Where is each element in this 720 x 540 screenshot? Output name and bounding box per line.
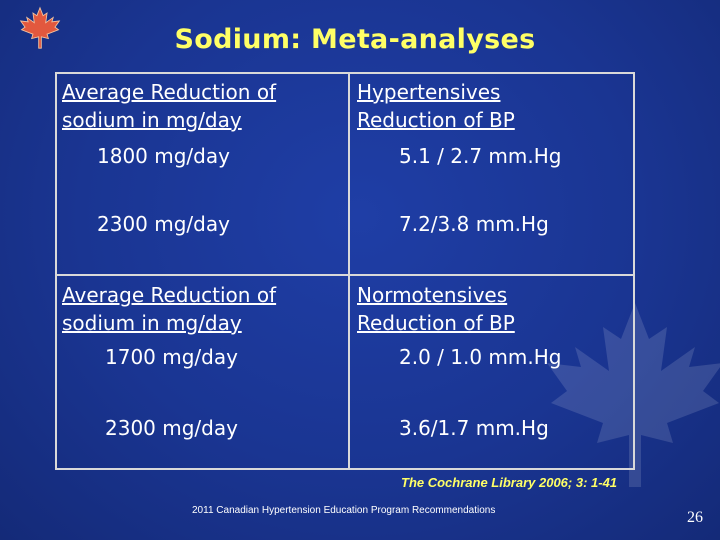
bottom-sodium-value-1: 1700 mg/day xyxy=(105,345,238,369)
top-sodium-value-2: 2300 mg/day xyxy=(97,212,230,236)
bottom-right-header-line2: Reduction of BP xyxy=(357,311,515,335)
top-left-header-line1: Average Reduction of xyxy=(62,80,277,104)
table-row-divider xyxy=(55,274,635,276)
bottom-sodium-value-2: 2300 mg/day xyxy=(105,416,238,440)
top-right-header-line2: Reduction of BP xyxy=(357,108,515,132)
bottom-bp-value-1: 2.0 / 1.0 mm.Hg xyxy=(399,345,562,369)
top-left-header-line2: sodium in mg/day xyxy=(62,108,242,132)
page-number: 26 xyxy=(687,509,703,526)
top-right-header-line1: Hypertensives xyxy=(357,80,501,104)
bottom-left-header-line1: Average Reduction of xyxy=(62,283,277,307)
bottom-bp-value-2: 3.6/1.7 mm.Hg xyxy=(399,416,549,440)
table-column-divider xyxy=(348,72,350,470)
slide-title: Sodium: Meta-analyses xyxy=(174,24,536,55)
top-bp-value-2: 7.2/3.8 mm.Hg xyxy=(399,212,549,236)
top-sodium-value-1: 1800 mg/day xyxy=(97,144,230,168)
bottom-right-header-line1: Normotensives xyxy=(357,283,508,307)
top-bp-value-1: 5.1 / 2.7 mm.Hg xyxy=(399,144,562,168)
citation: The Cochrane Library 2006; 3: 1-41 xyxy=(401,475,618,490)
footer-text: 2011 Canadian Hypertension Education Program Recommendations xyxy=(192,505,496,516)
bottom-left-header-line2: sodium in mg/day xyxy=(62,311,242,335)
